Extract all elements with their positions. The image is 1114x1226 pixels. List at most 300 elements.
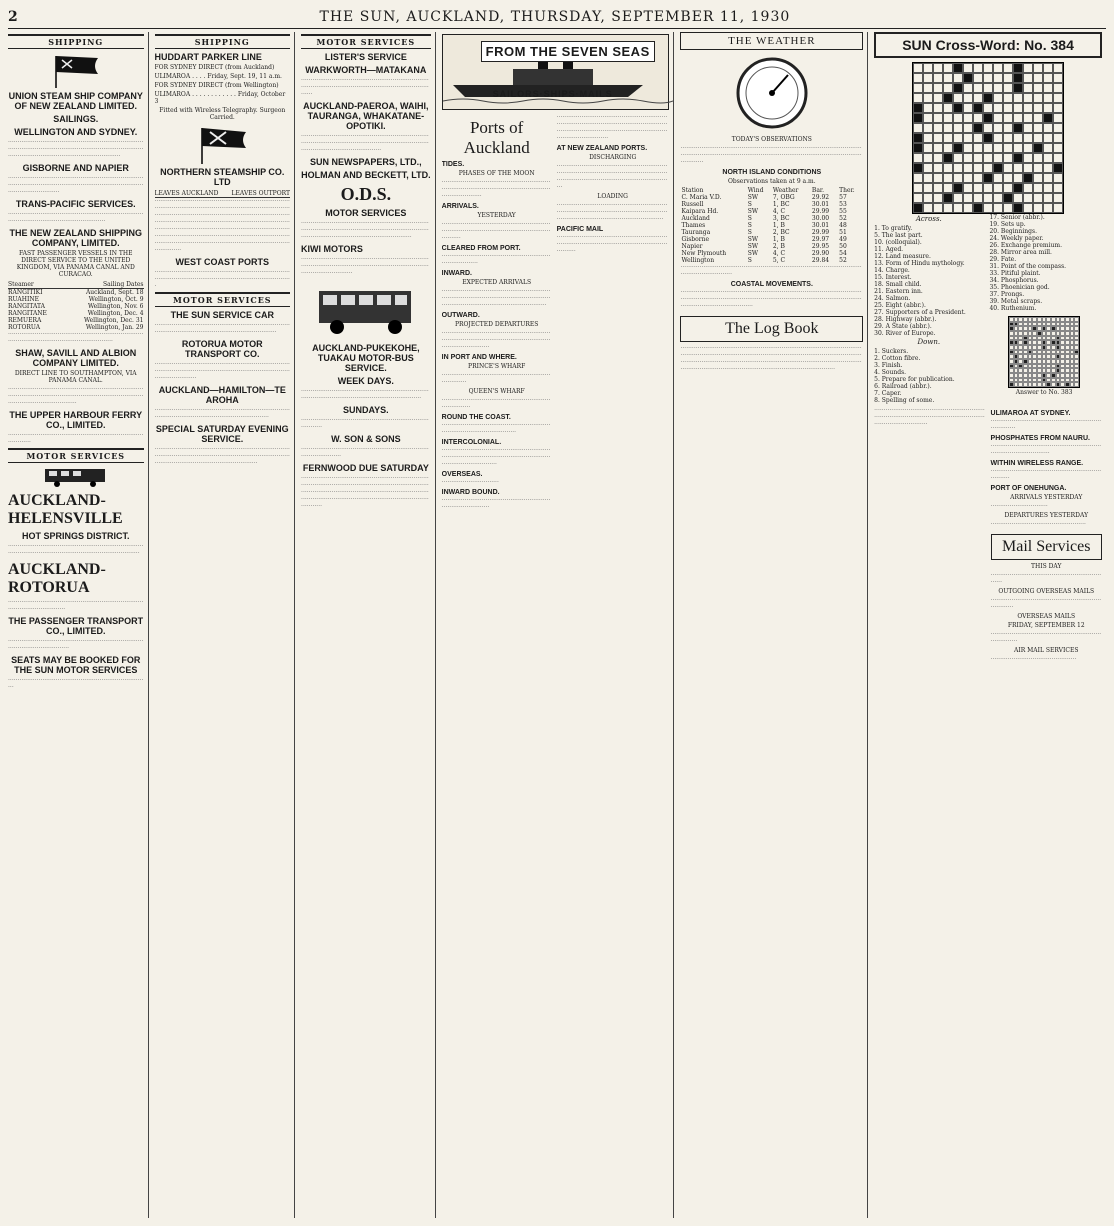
crossword-cell[interactable] — [1053, 173, 1063, 183]
crossword-cell[interactable] — [963, 183, 973, 193]
sailing-row: ROTORUA Wellington, Jan. 29 — [8, 324, 144, 331]
crossword-cell[interactable] — [1053, 73, 1063, 83]
hot-springs-heading: HOT SPRINGS DISTRICT. — [22, 531, 130, 541]
crossword-cell[interactable] — [1003, 173, 1013, 183]
crossword-cell[interactable] — [1013, 123, 1023, 133]
column-crossword-mail: SUN Cross-Word: No. 384 Across. 1. To gratify. 5. The last part. 10. (colloquial). 11. Aged. 12. Land measure. 13. Form of Hindu mythology. 14. Charge. 15. Interest. 18. Small child. 21. Eastern inn. 24. Salmon. 25. Eight (abbr.). 27. Supporters of a President. 28. Highway (abbr.). 29. A State (abbr.). 30. River of Europe. Down. 1. Suckers. 2. Cotton fibre. 3. Finish. 4. Sounds. 5. Prepare for publication. 6. Railroad (abbr.). 7. Caper. 8. Spelling of some. 17. Senior (abbr.). 19. Sets up. 20. Beginnings. 24. Weekly paper. 26. Exchange premium. 28. Mirror area mill. 29. Fate. 31. Point of the compass. 33. Pitiful plaint. 34. Phosphorus. 35. Phoenician god. 37. Prongs. 39. Metal scraps. 40. Ruthenium. Answer to No. 383 ················································································································································ ULIMAROA AT SYDNEY. ······································································· PHOSPHATES FROM NAURU. ························································································· WITHIN WIRELESS RANGE. ···································································· PORT OF ONEHUNGA. ARRIVALS YESTERDAY ······························ DEPARTURES YESTERDAY ·················································· Mail Services THIS DAY ································································ OUTGOING OVERSEAS MAILS ······································································ OVERSEAS MAILS FRIDAY, SEPTEMBER 12 ········································································ AIR MAIL SERVICES ············································· — [874, 32, 1106, 1218]
column-weather: THE WEATHER TODAY'S OBSERVATIONS ·········································································································································································································· NORTH ISLAND CONDITIONS Observations taken at 9 a.m. Station Wind Weather Bar. Ther. C. Maria V.D. SW 7, OBG 29.92 57 Russell S 1, BC 30.01 53 Kaipara Hd. SW 4, C 29.99 55 Auckland S 3, BC 30.00 52 Thames S 1, B 30.01 48 Tauranga S 2, BC 29.99 51 Gisborne SW 1, B 29.97 49 Napier SW 2, B 29.95 50 New Plymouth SW 4, C 29.90 54 Wellington S 5, C 29.84 52 ·························································································································· COASTAL MOVEMENTS. ···································································································································································································································· The Log Book ·············································································································································································································································································································································································· — [680, 32, 868, 1218]
crossword-cell[interactable] — [1043, 63, 1053, 73]
crossword-cell[interactable] — [953, 193, 963, 203]
crossword-cell[interactable] — [913, 133, 923, 143]
answer-cell — [1074, 382, 1079, 387]
cleared-heading: CLEARED FROM PORT. — [441, 245, 521, 252]
crossword-cell[interactable] — [963, 123, 973, 133]
crossword-cell[interactable] — [983, 143, 993, 153]
crossword-cell[interactable] — [923, 153, 933, 163]
crossword-cell[interactable] — [1053, 203, 1063, 213]
page-number: 2 — [8, 9, 18, 25]
crossword-cell[interactable] — [983, 103, 993, 113]
crossword-cell[interactable] — [913, 163, 923, 173]
crossword-cell[interactable] — [993, 73, 1003, 83]
columns — [8, 32, 1106, 1218]
crossword-cell[interactable] — [993, 173, 1003, 183]
crossword-cell[interactable] — [973, 153, 983, 163]
clue-item: 34. Phosphorus. — [989, 277, 1039, 284]
fernwood-heading: FERNWOOD DUE SATURDAY — [302, 463, 429, 473]
crossword-cell[interactable] — [1003, 83, 1013, 93]
crossword-cell[interactable] — [963, 153, 973, 163]
crossword-cell[interactable] — [933, 193, 943, 203]
trans-pacific-heading: TRANS-PACIFIC SERVICES. — [15, 199, 136, 209]
crossword-cell[interactable] — [933, 103, 943, 113]
northern-flag-icon — [155, 124, 291, 164]
crossword-cell[interactable] — [913, 113, 923, 123]
crossword-cell[interactable] — [913, 203, 923, 213]
clue-item: 3. Finish. — [874, 362, 903, 369]
crossword-cell[interactable] — [963, 93, 973, 103]
union-company-title: UNION STEAM SHIP COMPANY OF NEW ZEALAND LIMITED. — [8, 91, 143, 111]
banner-subtitle: SAILORS·SHIPS·MAILS — [492, 89, 613, 99]
auckland-helensville-title: AUCKLAND-HELENSVILLE — [8, 492, 123, 527]
crossword-cell[interactable] — [983, 123, 993, 133]
down-clues — [874, 348, 983, 404]
crossword-cell[interactable] — [933, 143, 943, 153]
clue-item: 29. Fate. — [989, 256, 1017, 263]
clue-item: 13. Form of Hindu mythology. — [874, 260, 965, 267]
masthead-title: THE SUN, AUCKLAND, THURSDAY, SEPTEMBER 11, 1930 — [319, 9, 791, 25]
crossword-cell[interactable] — [973, 123, 983, 133]
crossword-cell[interactable] — [1033, 183, 1043, 193]
crossword-cell[interactable] — [1033, 173, 1043, 183]
crossword-cell[interactable] — [933, 133, 943, 143]
crossword-cell[interactable] — [1003, 103, 1013, 113]
crossword-cell[interactable] — [1033, 93, 1043, 103]
weather-row: Auckland S 3, BC 30.00 52 — [681, 215, 847, 222]
crossword-cell[interactable] — [993, 113, 1003, 123]
crossword-cell[interactable] — [963, 203, 973, 213]
crossword-cell[interactable] — [983, 183, 993, 193]
crossword-cell[interactable] — [943, 133, 953, 143]
crossword-cell[interactable] — [953, 203, 963, 213]
crossword-cell[interactable] — [1023, 113, 1033, 123]
crossword-cell[interactable] — [983, 163, 993, 173]
crossword-grid[interactable] — [912, 62, 1064, 214]
crossword-cell[interactable] — [1033, 163, 1043, 173]
crossword-cell[interactable] — [993, 183, 1003, 193]
crossword-cell[interactable] — [923, 113, 933, 123]
crossword-cell[interactable] — [973, 183, 983, 193]
crossword-cell[interactable] — [1043, 103, 1053, 113]
crossword-cell[interactable] — [913, 143, 923, 153]
weather-row: Thames S 1, B 30.01 48 — [681, 222, 847, 229]
crossword-cell[interactable] — [913, 103, 923, 113]
crossword-cell[interactable] — [923, 73, 933, 83]
crossword-cell[interactable] — [1013, 183, 1023, 193]
direct-line-text: DIRECT LINE TO SOUTHAMPTON, VIA PANAMA CANAL. — [14, 370, 137, 384]
crossword-cell[interactable] — [953, 93, 963, 103]
clue-item: 18. Small child. — [874, 281, 922, 288]
weather-row: C. Maria V.D. SW 7, OBG 29.92 57 — [681, 194, 847, 201]
crossword-cell[interactable] — [1013, 113, 1023, 123]
crossword-cell[interactable] — [923, 103, 933, 113]
crossword-cell[interactable] — [913, 173, 923, 183]
crossword-cell[interactable] — [983, 73, 993, 83]
crossword-cell[interactable] — [943, 103, 953, 113]
crossword-cell[interactable] — [1043, 93, 1053, 103]
crossword-cell[interactable] — [1013, 193, 1023, 203]
arrivals-heading: ARRIVALS. — [441, 203, 479, 210]
crossword-cell[interactable] — [953, 143, 963, 153]
crossword-cell[interactable] — [1053, 103, 1063, 113]
clue-item: 5. Prepare for publication. — [874, 376, 955, 383]
crossword-cell[interactable] — [1033, 143, 1043, 153]
crossword-cell[interactable] — [1013, 83, 1023, 93]
crossword-cell[interactable] — [1023, 173, 1033, 183]
crossword-cell[interactable] — [1023, 123, 1033, 133]
crossword-cell[interactable] — [983, 133, 993, 143]
departures-yesterday-label: DEPARTURES YESTERDAY — [1004, 512, 1089, 519]
crossword-cell[interactable] — [983, 83, 993, 93]
answer-caption: Answer to No. 383 — [1015, 389, 1073, 396]
clue-item: 14. Charge. — [874, 267, 910, 274]
crossword-cell[interactable] — [1023, 103, 1033, 113]
princes-wharf-heading: PRINCE'S WHARF — [468, 363, 526, 370]
crossword-cell[interactable] — [923, 93, 933, 103]
crossword-cell[interactable] — [933, 163, 943, 173]
outgoing-mails-label: OUTGOING OVERSEAS MAILS — [998, 588, 1095, 595]
motor-bus-icon — [301, 283, 431, 337]
warkworth-heading: WARKWORTH—MATAKANA — [305, 65, 427, 75]
crossword-cell[interactable] — [1053, 193, 1063, 203]
crossword-cell[interactable] — [1053, 83, 1063, 93]
holman-beckett-label: HOLMAN AND BECKETT, LTD. — [301, 170, 431, 180]
crossword-cell[interactable] — [973, 83, 983, 93]
crossword-cell[interactable] — [993, 83, 1003, 93]
crossword-cell[interactable] — [953, 103, 963, 113]
crossword-cell[interactable] — [1013, 133, 1023, 143]
column-shipping-2: SHIPPING HUDDART PARKER LINE FOR SYDNEY DIRECT (from Auckland) ULIMAROA . . . . Friday, Sept. 19, 11 a.m. FOR SYDNEY DIRECT (from Wellington) ULIMAROA . . . . . . . . . . . . Friday, October 3 Fitted with Wireless Telegraphy. Surgeon Carried. NORTHERN STEAMSHIP CO. LTD LEAVES AUCKLAND LEAVES OUTPORT ······························································································································································································································································································································································································································································································································· WEST COAST PORTS ··············································································································································· MOTOR SERVICES THE SUN SERVICE CAR ······································································································································· ROTORUA MOTOR TRANSPORT CO. ···································································································································································· AUCKLAND—HAMILTON—TE AROHA ··································································································································· SPECIAL SATURDAY EVENING SERVICE. ···································································································································································································· — [155, 32, 296, 1218]
crossword-cell[interactable] — [1033, 123, 1043, 133]
crossword-cell[interactable] — [973, 113, 983, 123]
crossword-cell[interactable] — [933, 93, 943, 103]
discharging-heading: DISCHARGING — [589, 154, 637, 161]
crossword-cell[interactable] — [1003, 183, 1013, 193]
crossword-cell[interactable] — [963, 143, 973, 153]
crossword-cell[interactable] — [1043, 133, 1053, 143]
crossword-cell[interactable] — [1003, 133, 1013, 143]
todays-observations-heading: TODAY'S OBSERVATIONS — [731, 136, 812, 143]
crossword-cell[interactable] — [993, 63, 1003, 73]
crossword-cell[interactable] — [963, 83, 973, 93]
crossword-cell[interactable] — [923, 173, 933, 183]
crossword-cell[interactable] — [983, 173, 993, 183]
crossword-cell[interactable] — [1003, 63, 1013, 73]
crossword-cell[interactable] — [973, 143, 983, 153]
crossword-cell[interactable] — [1043, 73, 1053, 83]
crossword-cell[interactable] — [973, 163, 983, 173]
crossword-cell[interactable] — [973, 93, 983, 103]
crossword-cell[interactable] — [1023, 83, 1033, 93]
crossword-cell[interactable] — [943, 63, 953, 73]
crossword-cell[interactable] — [1003, 93, 1013, 103]
crossword-cell[interactable] — [923, 133, 933, 143]
crossword-cell[interactable] — [1053, 143, 1063, 153]
crossword-cell[interactable] — [1003, 73, 1013, 83]
crossword-cell[interactable] — [973, 133, 983, 143]
crossword-cell[interactable] — [953, 183, 963, 193]
clue-item: 2. Cotton fibre. — [874, 355, 921, 362]
crossword-cell[interactable] — [933, 203, 943, 213]
crossword-cell[interactable] — [933, 63, 943, 73]
crossword-cell[interactable] — [1033, 153, 1043, 163]
crossword-cell[interactable] — [943, 123, 953, 133]
crossword-cell[interactable] — [1023, 93, 1033, 103]
crossword-cell[interactable] — [933, 173, 943, 183]
crossword-cell[interactable] — [1013, 153, 1023, 163]
crossword-cell[interactable] — [1053, 113, 1063, 123]
crossword-cell[interactable] — [933, 153, 943, 163]
crossword-cell[interactable] — [913, 73, 923, 83]
crossword-cell[interactable] — [943, 203, 953, 213]
clue-item: 5. The last part. — [874, 232, 923, 239]
crossword-cell[interactable] — [933, 73, 943, 83]
crossword-cell[interactable] — [953, 153, 963, 163]
crossword-cell[interactable] — [1013, 63, 1023, 73]
crossword-cell[interactable] — [983, 93, 993, 103]
crossword-cell[interactable] — [1033, 83, 1043, 93]
phosphates-heading: PHOSPHATES FROM NAURU. — [990, 435, 1090, 442]
crossword-cell[interactable] — [1013, 103, 1023, 113]
crossword-cell[interactable] — [1043, 153, 1053, 163]
crossword-cell[interactable] — [953, 163, 963, 173]
crossword-cell[interactable] — [923, 63, 933, 73]
crossword-cell[interactable] — [1003, 203, 1013, 213]
crossword-cell[interactable] — [953, 63, 963, 73]
crossword-cell[interactable] — [1023, 183, 1033, 193]
crossword-cell[interactable] — [1013, 93, 1023, 103]
crossword-cell[interactable] — [993, 193, 1003, 203]
clue-item: 12. Land measure. — [874, 253, 931, 260]
crossword-cell[interactable] — [973, 203, 983, 213]
crossword-cell[interactable] — [1023, 133, 1033, 143]
crossword-cell[interactable] — [963, 193, 973, 203]
crossword-cell[interactable] — [943, 143, 953, 153]
crossword-cell[interactable] — [1033, 63, 1043, 73]
loading-heading: LOADING — [597, 193, 628, 200]
column-motor-services: MOTOR SERVICES LISTER'S SERVICE WARKWORTH—MATAKANA ············································································································································ AUCKLAND-PAEROA, WAIHI, TAURANGA, WHAKATANE-OPOTIKI. ················································································································································································ SUN NEWSPAPERS, LTD., HOLMAN AND BECKETT, LTD. O.D.S. MOTOR SERVICES ································································································································································································ KIWI MOTORS ································································································································································· AUCKLAND-PUKEKOHE, TUAKAU MOTOR-BUS SERVICE. WEEK DAYS. ·································································································································· SUNDAYS. ·············································································· W. SON & SONS ························································································ FERNWOOD DUE SATURDAY ······················································································································································································································································································· — [301, 32, 436, 1218]
sailing-row: RUAHINE Wellington, Oct. 9 — [8, 296, 144, 303]
fast-passenger-text: FAST PASSENGER VESSELS IN THE DIRECT SERVICE TO THE UNITED KINGDOM, VIA PANAMA CANAL AND CURACAO. — [16, 250, 135, 278]
crossword-cell[interactable] — [1033, 113, 1043, 123]
crossword-cell[interactable] — [913, 123, 923, 133]
crossword-cell[interactable] — [923, 143, 933, 153]
tides-heading: TIDES. — [441, 161, 465, 168]
crossword-cell[interactable] — [1043, 143, 1053, 153]
crossword-cell[interactable] — [1043, 183, 1053, 193]
crossword-cell[interactable] — [963, 103, 973, 113]
crossword-cell[interactable] — [1003, 123, 1013, 133]
crossword-cell[interactable] — [1053, 183, 1063, 193]
crossword-cell[interactable] — [983, 203, 993, 213]
crossword-cell[interactable] — [953, 73, 963, 83]
crossword-cell[interactable] — [1043, 123, 1053, 133]
crossword-cell[interactable] — [953, 83, 963, 93]
nz-ports-heading: AT NEW ZEALAND PORTS. — [556, 145, 648, 152]
crossword-cell[interactable] — [1023, 203, 1033, 213]
crossword-cell[interactable] — [953, 123, 963, 133]
section-heading: SHIPPING — [155, 34, 291, 49]
crossword-cell[interactable] — [1033, 133, 1043, 143]
crossword-cell[interactable] — [963, 73, 973, 83]
crossword-cell[interactable] — [1033, 193, 1043, 203]
crossword-cell[interactable] — [923, 183, 933, 193]
crossword-cell[interactable] — [973, 63, 983, 73]
west-coast-heading: WEST COAST PORTS — [175, 257, 270, 267]
te-aroha-heading: AUCKLAND—HAMILTON—TE AROHA — [158, 385, 286, 405]
ods-motor-heading: MOTOR SERVICES — [325, 208, 407, 218]
crossword-cell[interactable] — [983, 153, 993, 163]
crossword-cell[interactable] — [923, 163, 933, 173]
crossword-cell[interactable] — [1023, 63, 1033, 73]
crossword-cell[interactable] — [993, 103, 1003, 113]
weather-row: Tauranga S 2, BC 29.99 51 — [681, 229, 847, 236]
crossword-cell[interactable] — [1053, 163, 1063, 173]
crossword-cell[interactable] — [1053, 93, 1063, 103]
crossword-cell[interactable] — [933, 183, 943, 193]
wireless-note: Fitted with Wireless Telegraphy. Surgeon Carried. — [159, 107, 286, 121]
weather-column-header: Ther. — [839, 187, 855, 194]
crossword-cell[interactable] — [923, 203, 933, 213]
crossword-cell[interactable] — [963, 113, 973, 123]
sailing-table — [8, 289, 144, 331]
crossword-cell[interactable] — [993, 153, 1003, 163]
crossword-cell[interactable] — [1053, 123, 1063, 133]
crossword-cell[interactable] — [1043, 163, 1053, 173]
crossword-cell[interactable] — [1033, 203, 1043, 213]
crossword-cell[interactable] — [933, 83, 943, 93]
crossword-cell[interactable] — [923, 193, 933, 203]
crossword-cell[interactable] — [1053, 153, 1063, 163]
crossword-cell[interactable] — [1013, 163, 1023, 173]
crossword-cell[interactable] — [1053, 63, 1063, 73]
crossword-cell[interactable] — [1043, 203, 1053, 213]
crossword-cell[interactable] — [983, 113, 993, 123]
northern-steamship-title: NORTHERN STEAMSHIP CO. LTD — [160, 167, 285, 187]
crossword-cell[interactable] — [913, 93, 923, 103]
crossword-cell[interactable] — [943, 173, 953, 183]
crossword-cell[interactable] — [963, 63, 973, 73]
queens-wharf-heading: QUEEN'S WHARF — [468, 388, 525, 395]
crossword-cell[interactable] — [1043, 83, 1053, 93]
crossword-cell[interactable] — [1003, 193, 1013, 203]
crossword-cell[interactable] — [1043, 113, 1053, 123]
union-flag-icon — [8, 52, 144, 88]
crossword-cell[interactable] — [933, 113, 943, 123]
crossword-cell[interactable] — [963, 163, 973, 173]
crossword-cell[interactable] — [993, 143, 1003, 153]
crossword-cell[interactable] — [1023, 73, 1033, 83]
kiwi-motors-title: KIWI MOTORS — [301, 244, 363, 254]
crossword-cell[interactable] — [1013, 173, 1023, 183]
inward-bound-heading: INWARD BOUND. — [441, 489, 500, 496]
crossword-cell[interactable] — [913, 63, 923, 73]
crossword-cell[interactable] — [913, 183, 923, 193]
crossword-cell[interactable] — [993, 163, 1003, 173]
crossword-cell[interactable] — [943, 73, 953, 83]
crossword-cell[interactable] — [1003, 113, 1013, 123]
crossword-cell[interactable] — [1043, 173, 1053, 183]
crossword-cell[interactable] — [993, 203, 1003, 213]
crossword-cell[interactable] — [943, 193, 953, 203]
crossword-cell[interactable] — [973, 73, 983, 83]
crossword-cell[interactable] — [953, 173, 963, 183]
crossword-cell[interactable] — [923, 83, 933, 93]
weather-column-header: Weather — [772, 187, 799, 194]
crossword-cell[interactable] — [1023, 143, 1033, 153]
crossword-cell[interactable] — [913, 153, 923, 163]
crossword-cell[interactable] — [1013, 203, 1023, 213]
crossword-cell[interactable] — [1043, 193, 1053, 203]
crossword-cell[interactable] — [993, 93, 1003, 103]
sun-newspapers-label: SUN NEWSPAPERS, LTD., — [310, 157, 422, 167]
crossword-cell[interactable] — [1013, 73, 1023, 83]
clue-item: 35. Phoenician god. — [989, 284, 1050, 291]
crossword-cell[interactable] — [943, 83, 953, 93]
upper-harbour-title: THE UPPER HARBOUR FERRY CO., LIMITED. — [9, 410, 143, 430]
crossword-cell[interactable] — [993, 123, 1003, 133]
crossword-cell[interactable] — [1023, 153, 1033, 163]
crossword-cell[interactable] — [953, 133, 963, 143]
crossword-cell[interactable] — [943, 163, 953, 173]
crossword-cell[interactable] — [1053, 133, 1063, 143]
crossword-cell[interactable] — [1003, 153, 1013, 163]
crossword-cell[interactable] — [913, 193, 923, 203]
crossword-cell[interactable] — [923, 123, 933, 133]
crossword-cell[interactable] — [983, 193, 993, 203]
crossword-cell[interactable] — [943, 183, 953, 193]
crossword-cell[interactable] — [913, 83, 923, 93]
clue-item: 20. Beginnings. — [989, 228, 1037, 235]
crossword-cell[interactable] — [963, 133, 973, 143]
crossword-cell[interactable] — [1023, 163, 1033, 173]
crossword-cell[interactable] — [973, 193, 983, 203]
crossword-cell[interactable] — [1023, 193, 1033, 203]
crossword-cell[interactable] — [1033, 103, 1043, 113]
crossword-cell[interactable] — [993, 133, 1003, 143]
crossword-cell[interactable] — [1013, 143, 1023, 153]
moon-phases-heading: PHASES OF THE MOON — [458, 170, 535, 177]
crossword-cell[interactable] — [943, 93, 953, 103]
north-island-heading: NORTH ISLAND CONDITIONS — [722, 169, 822, 176]
crossword-cell[interactable] — [943, 113, 953, 123]
crossword-cell[interactable] — [933, 123, 943, 133]
weather-table — [680, 187, 863, 264]
crossword-cell[interactable] — [973, 103, 983, 113]
crossword-cell[interactable] — [1003, 143, 1013, 153]
crossword-cell[interactable] — [953, 113, 963, 123]
crossword-cell[interactable] — [973, 173, 983, 183]
seats-booking-heading: SEATS MAY BE BOOKED FOR THE SUN MOTOR SERVICES — [11, 655, 141, 675]
crossword-cell[interactable] — [963, 173, 973, 183]
crossword-cell[interactable] — [983, 63, 993, 73]
round-coast-heading: ROUND THE COAST. — [441, 414, 511, 421]
crossword-cell[interactable] — [1003, 163, 1013, 173]
ods-title: O.D.S. — [340, 184, 392, 204]
crossword-cell[interactable] — [1033, 73, 1043, 83]
crossword-cell[interactable] — [943, 153, 953, 163]
clue-item: 4. Sounds. — [874, 369, 907, 376]
sailing-table-header: Steamer Sailing Dates — [8, 281, 144, 288]
